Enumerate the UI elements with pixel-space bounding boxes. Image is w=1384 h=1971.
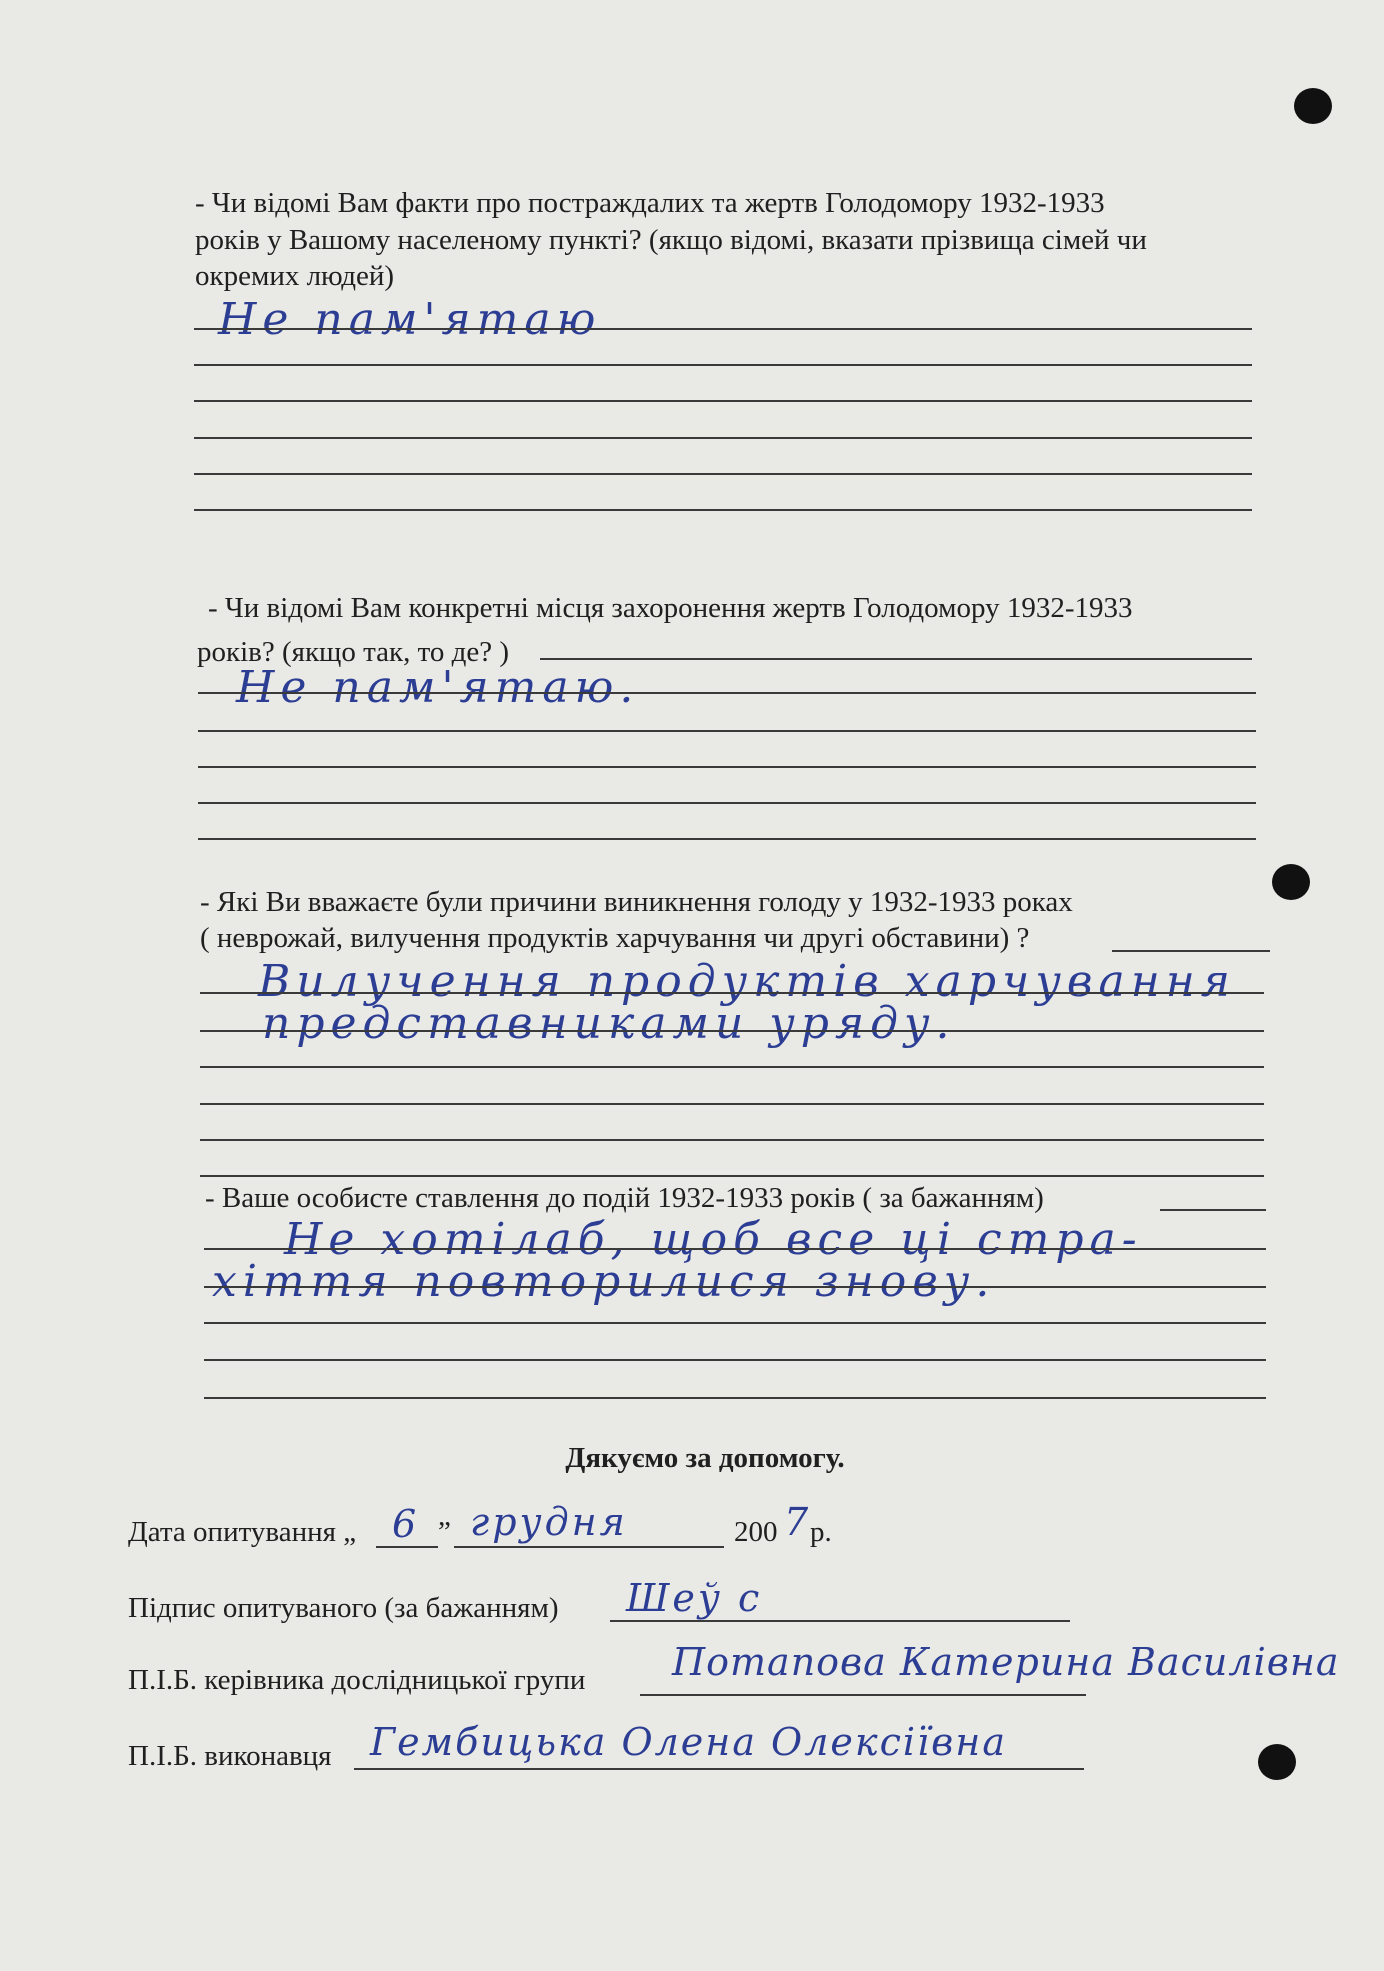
answer-line: [194, 509, 1252, 511]
date-quote: ”: [438, 1516, 451, 1548]
answer-line: [194, 437, 1252, 439]
question-4-answer-line-1: Не хотілаб, щоб все ці стра-: [284, 1214, 1143, 1265]
answer-line: [194, 400, 1252, 402]
answer-line: [200, 1066, 1264, 1068]
question-3-line-2: ( неврожай, вилучення продуктів харчування чи другі обставини) ?: [200, 922, 1030, 954]
answer-line: [198, 692, 1256, 694]
leader-value: Потапова Катерина Василівна: [672, 1640, 1340, 1684]
date-label: Дата опитування „: [128, 1516, 357, 1548]
answer-line: [204, 1286, 1266, 1288]
punch-hole: [1272, 864, 1310, 900]
answer-line: [194, 328, 1252, 330]
answer-line: [1160, 1209, 1266, 1211]
answer-line: [198, 838, 1256, 840]
answer-line: [200, 1030, 1264, 1032]
question-3-answer-line-2: представниками уряду.: [262, 998, 956, 1049]
thanks-text: Дякуємо за допомогу.: [565, 1442, 845, 1474]
date-month: грудня: [470, 1500, 628, 1544]
question-1-line-3: окремих людей): [195, 260, 395, 292]
date-suffix: р.: [810, 1516, 832, 1548]
date-day-line: [376, 1546, 438, 1548]
question-1-line-2: років у Вашому населеному пункті? (якщо відомі, вказати прізвища сімей чи: [195, 224, 1147, 256]
leader-label: П.І.Б. керівника дослідницької групи: [128, 1664, 586, 1696]
signature-value: Шеў с: [626, 1576, 763, 1620]
leader-line: [640, 1694, 1086, 1696]
date-year-digit: 7: [784, 1500, 812, 1544]
answer-line: [198, 802, 1256, 804]
date-year-prefix: 200: [734, 1516, 778, 1548]
punch-hole: [1258, 1744, 1296, 1780]
date-month-line: [454, 1546, 724, 1548]
question-1-line-1: - Чи відомі Вам факти про постраждалих та жертв Голодомору 1932-1933: [195, 187, 1105, 219]
answer-line: [540, 658, 1252, 660]
answer-line: [1112, 950, 1270, 952]
answer-line: [198, 730, 1256, 732]
question-2-line-1: - Чи відомі Вам конкретні місця захоронення жертв Голодомору 1932-1933: [208, 592, 1133, 624]
question-2-line-2: років? (якщо так, то де? ): [197, 636, 510, 668]
answer-line: [200, 1103, 1264, 1105]
answer-line: [204, 1359, 1266, 1361]
date-day: 6: [392, 1502, 420, 1546]
executor-value: Гембицька Олена Олексіївна: [370, 1720, 1007, 1764]
answer-line: [200, 1139, 1264, 1141]
question-2-answer: Не пам'ятаю.: [236, 662, 640, 713]
signature-line: [610, 1620, 1070, 1622]
answer-line: [200, 1175, 1264, 1177]
executor-label: П.І.Б. виконавця: [128, 1740, 332, 1772]
answer-line: [204, 1248, 1266, 1250]
answer-line: [194, 364, 1252, 366]
question-1-answer: Не пам'ятаю: [218, 294, 602, 345]
answer-line: [200, 992, 1264, 994]
answer-line: [194, 473, 1252, 475]
question-3-answer-line-1: Вилучення продуктів харчування: [258, 956, 1236, 1007]
answer-line: [198, 766, 1256, 768]
question-3-line-1: - Які Ви вважаєте були причини виникнення голоду у 1932-1933 роках: [200, 886, 1073, 918]
question-4-answer-line-2: хіття повторилися знову.: [212, 1256, 996, 1307]
answer-line: [204, 1322, 1266, 1324]
question-4-line-1: - Ваше особисте ставлення до подій 1932-1933 років ( за бажанням): [205, 1182, 1044, 1214]
signature-label: Підпис опитуваного (за бажанням): [128, 1592, 559, 1624]
punch-hole: [1294, 88, 1332, 124]
executor-line: [354, 1768, 1084, 1770]
answer-line: [204, 1397, 1266, 1399]
